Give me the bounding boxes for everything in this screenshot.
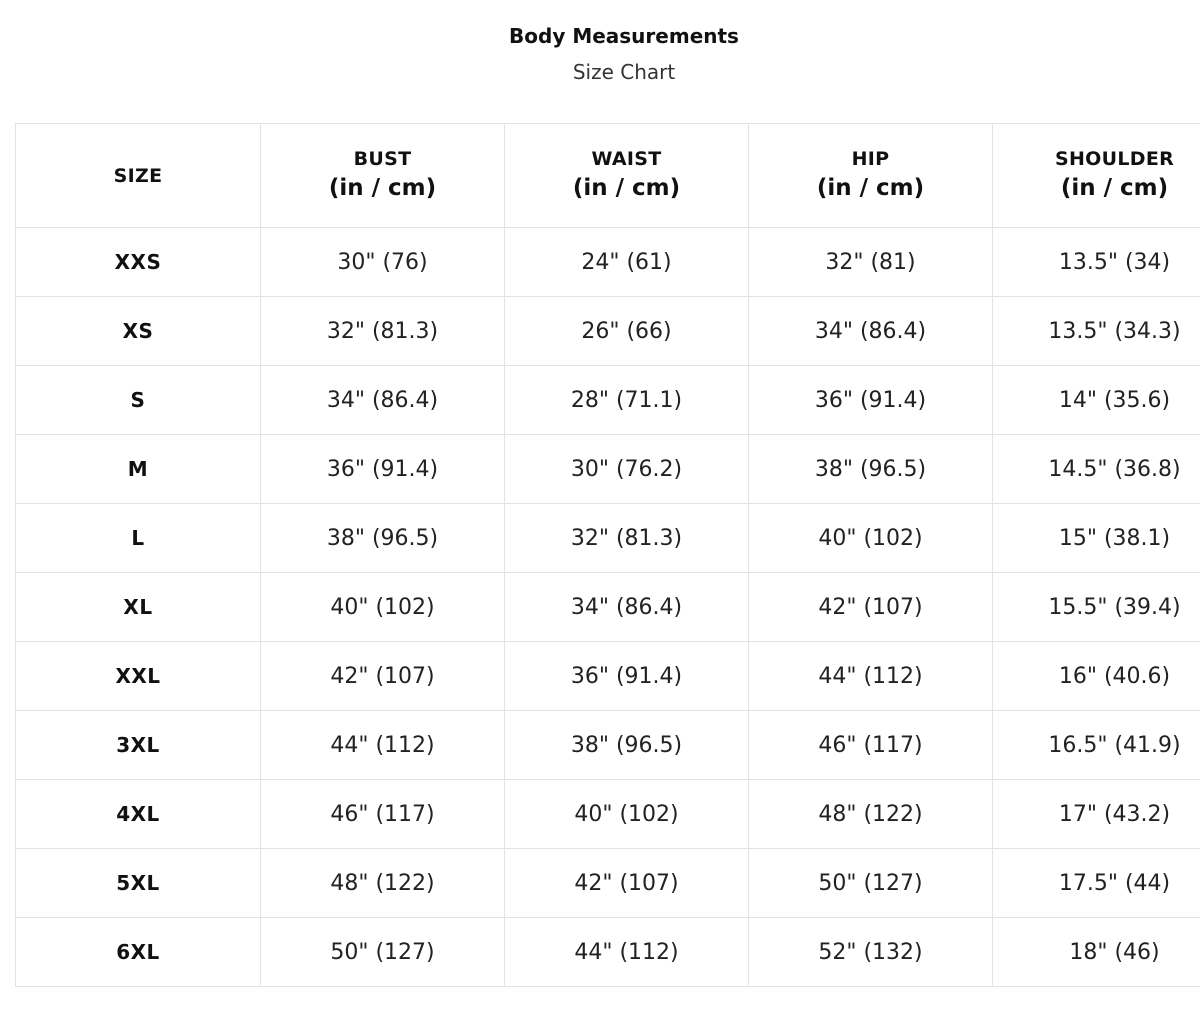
header-waist [505,124,749,228]
shoulder-cell: 13.5" (34.3) [993,297,1200,366]
table-row [16,711,1200,780]
size-cell: M [16,435,261,504]
size-cell: 3XL [16,711,261,780]
size-cell: 5XL [16,849,261,918]
waist-cell: 24" (61) [505,228,749,297]
waist-cell: 38" (96.5) [505,711,749,780]
hip-cell: 32" (81) [749,228,993,297]
bust-cell: 40" (102) [261,573,505,642]
hip-cell: 44" (112) [749,642,993,711]
header-shoulder-label: SHOULDER [1054,147,1175,170]
table-row [16,228,1200,297]
bust-cell: 34" (86.4) [261,366,505,435]
header-bust-label: BUST [353,147,412,170]
hip-cell: 36" (91.4) [749,366,993,435]
bust-cell: 42" (107) [261,642,505,711]
shoulder-cell: 16" (40.6) [993,642,1200,711]
bust-cell: 50" (127) [261,918,505,987]
hip-cell: 42" (107) [749,573,993,642]
size-cell: XXL [16,642,261,711]
size-cell: 4XL [16,780,261,849]
size-cell: XS [16,297,261,366]
table-row [16,366,1200,435]
waist-cell: 28" (71.1) [505,366,749,435]
bust-cell: 38" (96.5) [261,504,505,573]
hip-cell: 48" (122) [749,780,993,849]
header-hip [749,124,993,228]
waist-cell: 30" (76.2) [505,435,749,504]
header-bust-unit: (in / cm) [328,174,437,201]
header-shoulder-unit: (in / cm) [1060,174,1169,201]
size-cell: 6XL [16,918,261,987]
page-subtitle: Size Chart [572,60,676,84]
shoulder-cell: 16.5" (41.9) [993,711,1200,780]
shoulder-cell: 14.5" (36.8) [993,435,1200,504]
waist-cell: 34" (86.4) [505,573,749,642]
bust-cell: 30" (76) [261,228,505,297]
header-waist-label: WAIST [591,147,662,170]
hip-cell: 46" (117) [749,711,993,780]
waist-cell: 40" (102) [505,780,749,849]
bust-cell: 36" (91.4) [261,435,505,504]
shoulder-cell: 18" (46) [993,918,1200,987]
size-cell: L [16,504,261,573]
hip-cell: 52" (132) [749,918,993,987]
table-row [16,435,1200,504]
page-title: Body Measurements [509,24,739,48]
bust-cell: 44" (112) [261,711,505,780]
header-shoulder [993,124,1200,228]
header-size-label: SIZE [113,164,163,187]
header-hip-label: HIP [851,147,890,170]
table-row [16,849,1200,918]
bust-cell: 48" (122) [261,849,505,918]
hip-cell: 40" (102) [749,504,993,573]
table-row [16,573,1200,642]
bust-cell: 46" (117) [261,780,505,849]
shoulder-cell: 15.5" (39.4) [993,573,1200,642]
size-cell: S [16,366,261,435]
header-size [16,124,261,228]
waist-cell: 42" (107) [505,849,749,918]
table-row [16,504,1200,573]
bust-cell: 32" (81.3) [261,297,505,366]
waist-cell: 32" (81.3) [505,504,749,573]
hip-cell: 50" (127) [749,849,993,918]
header-hip-unit: (in / cm) [816,174,925,201]
table-row [16,918,1200,987]
hip-cell: 34" (86.4) [749,297,993,366]
table-row [16,642,1200,711]
shoulder-cell: 17.5" (44) [993,849,1200,918]
table-header-row [16,124,1200,228]
shoulder-cell: 14" (35.6) [993,366,1200,435]
hip-cell: 38" (96.5) [749,435,993,504]
table-row [16,780,1200,849]
waist-cell: 44" (112) [505,918,749,987]
shoulder-cell: 17" (43.2) [993,780,1200,849]
waist-cell: 36" (91.4) [505,642,749,711]
size-cell: XL [16,573,261,642]
table-row [16,297,1200,366]
waist-cell: 26" (66) [505,297,749,366]
size-chart-table [15,123,1200,987]
header-bust [261,124,505,228]
size-cell: XXS [16,228,261,297]
shoulder-cell: 15" (38.1) [993,504,1200,573]
header-waist-unit: (in / cm) [572,174,681,201]
shoulder-cell: 13.5" (34) [993,228,1200,297]
